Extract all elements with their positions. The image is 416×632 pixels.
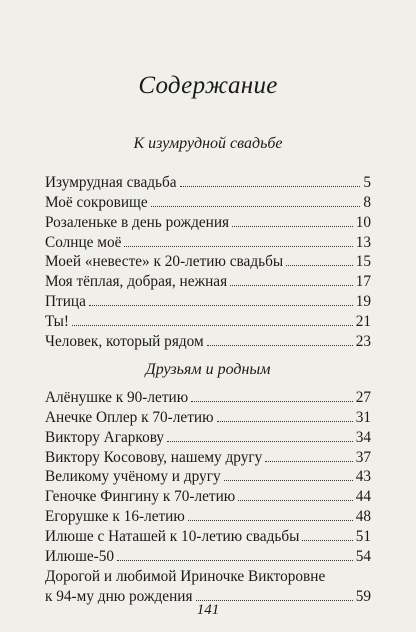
dot-leader [124,246,352,247]
toc-entry-page: 8 [363,193,371,211]
toc-entry-title: Великому учёному и другу [45,468,221,486]
toc-entry [45,387,371,407]
page-title: Содержание [138,72,278,99]
toc-entry [45,291,371,311]
toc-entry-title: Дорогой и любимой Ириночке Викторовне [45,567,326,585]
toc-entry [45,271,371,291]
toc-entry-page: 43 [355,468,371,486]
toc-entry [45,526,371,546]
dot-leader [89,305,353,306]
toc-entry-page: 15 [355,253,371,271]
toc-list-1 [45,172,371,351]
toc-entry-title: Егорушке к 16-летию [45,508,185,526]
toc-entry-page: 17 [355,273,371,291]
toc-entry [45,311,371,331]
toc-entry [45,447,371,467]
toc-list-2 [45,387,371,606]
dot-leader [180,186,361,187]
dot-leader [167,441,353,442]
toc-entry-title: Изумрудная свадьба [45,173,177,191]
dot-leader [72,325,353,326]
section-heading-1: К изумрудной свадьбе [133,135,283,152]
toc-entry-page: 10 [355,213,371,231]
dot-leader [117,560,353,561]
page-number: 141 [196,602,220,618]
dot-leader [302,540,352,541]
toc-entry [45,486,371,506]
toc-entry-title: Илюше с Наташей к 10-летию свадьбы [45,528,300,546]
toc-entry-page: 51 [355,528,371,546]
toc-entry-page: 44 [355,488,371,506]
toc-entry-title: Розаленьке в день рождения [45,213,230,231]
toc-entry-title: Анечке Оплер к 70-летию [45,408,214,426]
toc-entry [45,546,371,566]
toc-entry-page: 54 [355,548,371,566]
toc-entry [45,232,371,252]
toc-entry-title: Виктору Косовову, нашему другу [45,448,263,466]
toc-entry-page: 59 [355,587,371,605]
toc-entry-title-line [45,566,371,586]
toc-entry-title: Алёнушке к 90-летию [45,388,189,406]
dot-leader [232,226,353,227]
toc-entry [45,192,371,212]
toc-entry-title: Илюше-50 [45,548,115,566]
toc-entry-page: 21 [355,313,371,331]
toc-entry-title: Человек, который рядом [45,333,204,351]
toc-entry [45,427,371,447]
toc-entry [45,331,371,351]
dot-leader [207,345,353,346]
toc-entry-page: 19 [355,293,371,311]
dot-leader [265,461,352,462]
toc-entry-page: 5 [363,173,371,191]
toc-entry [45,407,371,427]
dot-leader [286,265,353,266]
toc-entry-title: Ты! [45,313,69,331]
toc-entry [45,252,371,272]
dot-leader [217,421,353,422]
dot-leader [224,480,353,481]
toc-entry-page: 13 [355,233,371,251]
toc-entry-title: Солнце моё [45,233,122,251]
toc-entry [45,212,371,232]
dot-leader [196,600,353,601]
toc-entry-title: Геночке Фингину к 70-летию [45,488,236,506]
toc-entry-title: Моей «невесте» к 20-летию свадьбы [45,253,284,271]
toc-entry-title: Моя тёплая, добрая, нежная [45,273,228,291]
toc-entry-title: Птица [45,293,86,311]
toc-entry-page: 27 [355,388,371,406]
toc-entry [45,506,371,526]
dot-leader [151,206,361,207]
dot-leader [238,500,352,501]
toc-entry [45,172,371,192]
dot-leader [188,520,353,521]
section-heading-2: Друзьям и родным [145,361,271,378]
toc-entry [45,467,371,487]
toc-entry-title: к 94-му дню рождения [45,587,193,605]
dot-leader [191,401,353,402]
toc-entry-title: Виктору Агаркову [45,428,165,446]
toc-entry-page: 48 [355,508,371,526]
toc-entry-page: 37 [355,448,371,466]
toc-entry-page: 34 [355,428,371,446]
toc-entry-page: 23 [355,333,371,351]
dot-leader [230,285,353,286]
toc-entry-page: 31 [355,408,371,426]
toc-entry-title: Моё сокровище [45,193,148,211]
